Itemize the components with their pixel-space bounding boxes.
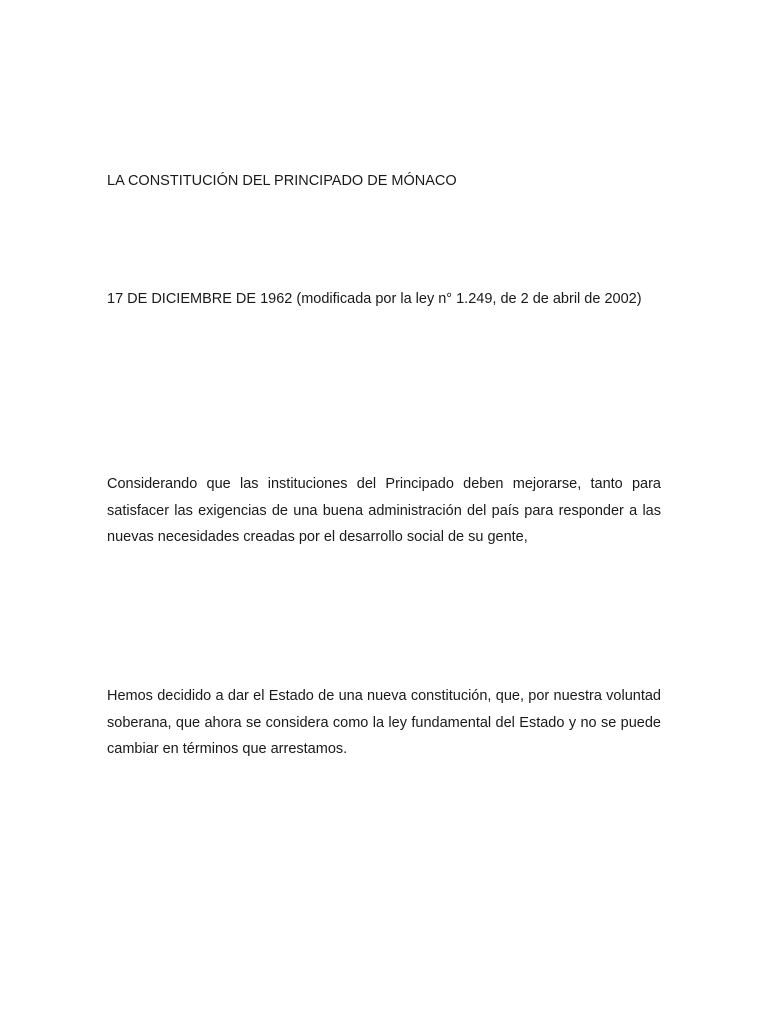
preamble-paragraph-2: Hemos decidido a dar el Estado de una nueva constitución, que, por nuestra voluntad soberana, que ahora se considera como la ley fundamental del Estado y no se puede cambiar en términos que arrestamos. [107, 688, 661, 757]
document-title: LA CONSTITUCIÓN DEL PRINCIPADO DE MÓNACO [107, 173, 457, 189]
preamble-paragraph-1: Considerando que las instituciones del Principado deben mejorarse, tanto para satisfacer las exigencias de una buena administración del país para responder a las nuevas necesidades creadas por el desarrollo social de su gente, [107, 476, 661, 545]
date-line: 17 DE DICIEMBRE DE 1962 (modificada por la ley n° 1.249, de 2 de abril de 2002) [107, 291, 642, 307]
